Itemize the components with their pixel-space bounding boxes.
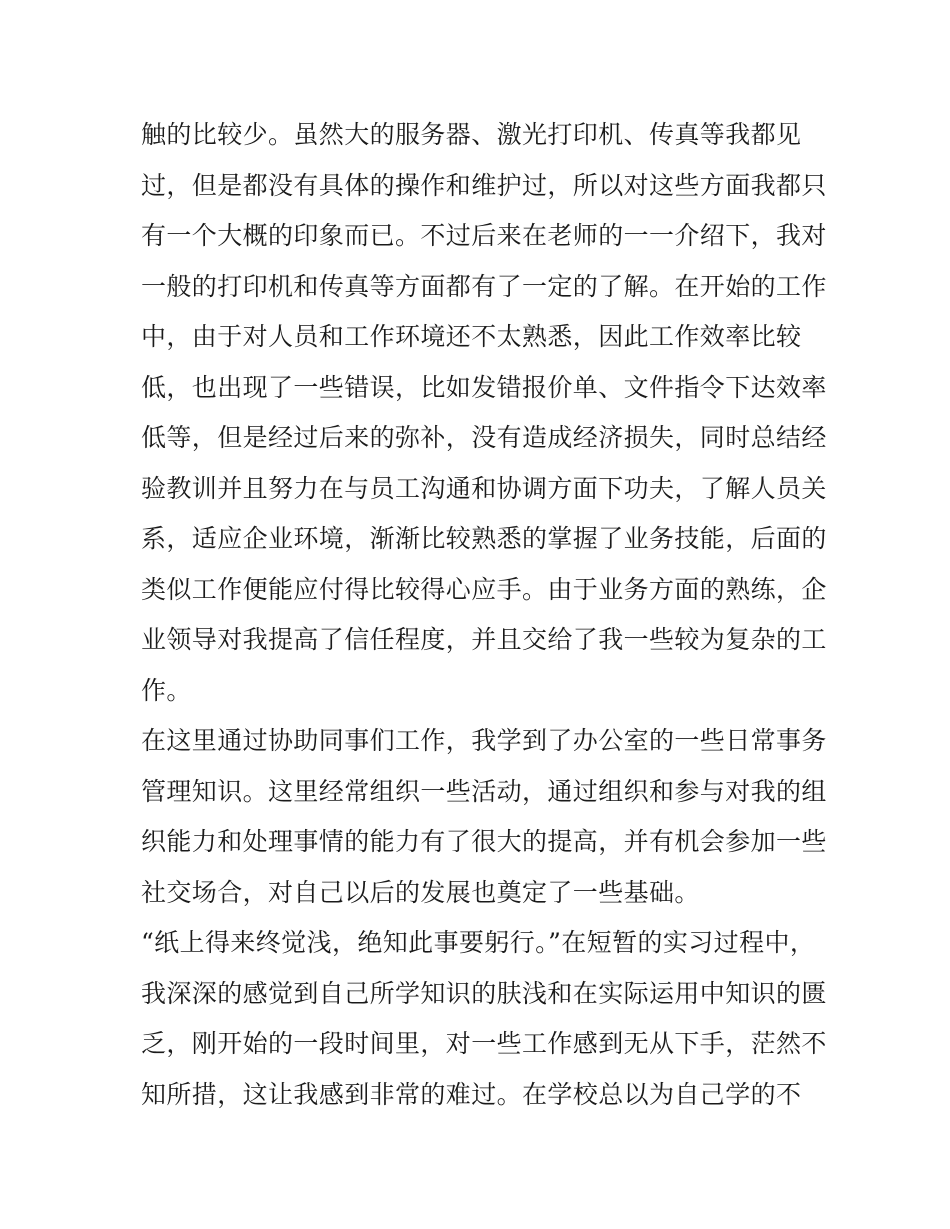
- text-line: 织能力和处理事情的能力有了很大的提高，并有机会参加一些: [141, 827, 827, 856]
- text-line: 我深深的感觉到自己所学知识的肤浅和在实际运用中知识的匮: [141, 978, 827, 1008]
- text-line: 一般的打印机和传真等方面都有了一定的了解。在开始的工作: [141, 271, 827, 301]
- text-line: 中，由于对人员和工作环境还不太熟悉，因此工作效率比较: [141, 322, 802, 351]
- text-line: 触的比较少。虽然大的服务器、激光打印机、传真等我都见: [141, 120, 802, 149]
- text-line: 有一个大概的印象而已。不过后来在老师的一一介绍下，我对: [141, 221, 827, 250]
- text-line: 验教训并且努力在与员工沟通和协调方面下功夫，了解人员关: [141, 473, 827, 503]
- text-line: 系，适应企业环境，渐渐比较熟悉的掌握了业务技能，后面的: [141, 524, 827, 553]
- text-line: 低等，但是经过后来的弥补，没有造成经济损失，同时总结经: [141, 423, 827, 452]
- text-line: 作。: [141, 675, 192, 705]
- text-line: 过，但是都没有具体的操作和维护过，所以对这些方面我都只: [141, 170, 827, 200]
- body-text: [141, 110, 827, 1120]
- text-line: 乏，刚开始的一段时间里，对一些工作感到无从下手，茫然不: [141, 1029, 827, 1058]
- text-line: 管理知识。这里经常组织一些活动，通过组织和参与对我的组: [141, 776, 827, 806]
- text-line: 社交场合，对自己以后的发展也奠定了一些基础。: [141, 877, 700, 907]
- text-line: 在这里通过协助同事们工作，我学到了办公室的一些日常事务: [141, 726, 827, 755]
- text-line: 知所措，这让我感到非常的难过。在学校总以为自己学的不: [141, 1079, 802, 1109]
- text-line: 业领导对我提高了信任程度，并且交给了我一些较为复杂的工: [141, 625, 827, 654]
- text-line: 低，也出现了一些错误，比如发错报价单、文件指令下达效率: [141, 372, 827, 402]
- text-line: 类似工作便能应付得比较得心应手。由于业务方面的熟练，企: [141, 574, 827, 604]
- text-line: “纸上得来终觉浅，绝知此事要躬行。”在短暂的实习过程中，: [141, 928, 816, 957]
